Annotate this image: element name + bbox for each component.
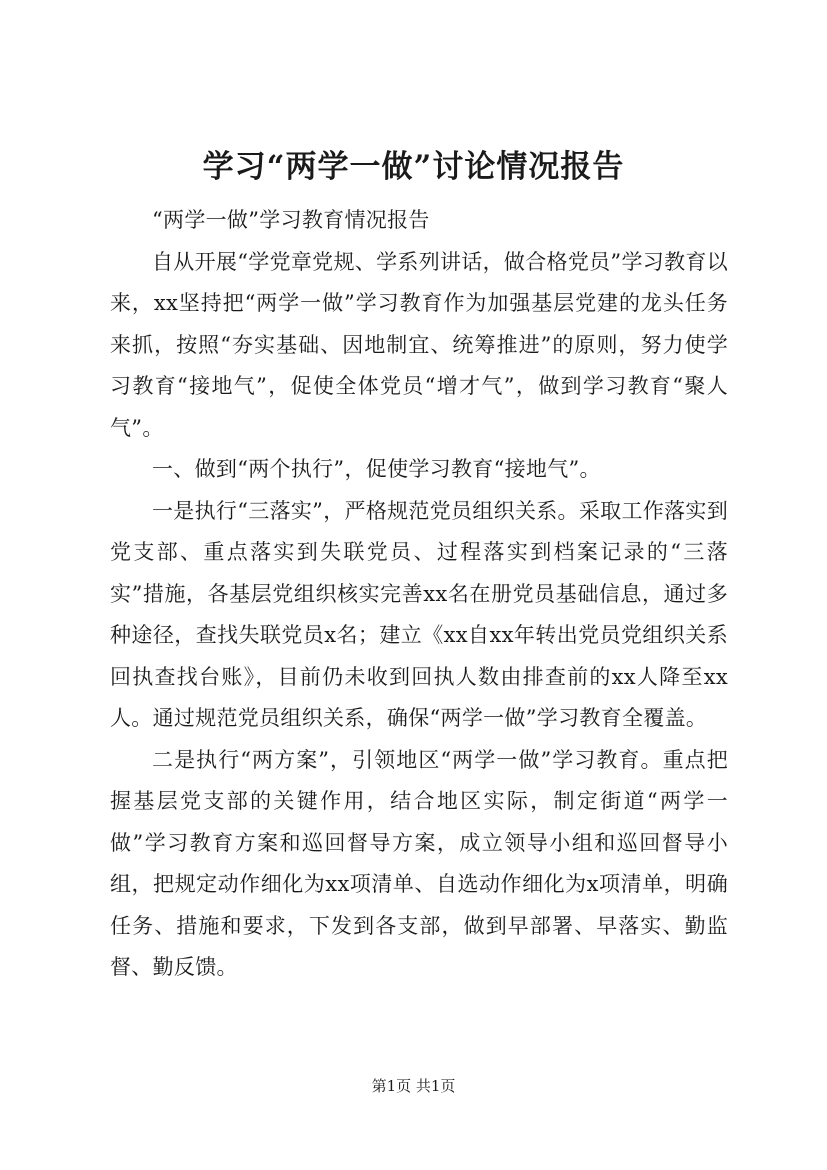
subtitle-paragraph: “两学一做”学习教育情况报告 <box>152 208 430 232</box>
page-title: 学习“两学一做”讨论情况报告 <box>202 149 625 185</box>
intro-paragraph: 自从开展“学党章党规、学系列讲话，做合格党员”学习教育以来，xx坚持把“两学一做”学习教育作为加强基层党建的龙头任务来抓，按照“夯实基础、因地制宜、统筹推进”的原则，努力使学习教育“接地气”，促使全体党员“增才气”，做到学习教育“聚人气”。 <box>110 249 728 440</box>
body-paragraph-2: 二是执行“两方案”，引领地区“两学一做”学习教育。重点把握基层党支部的关键作用，结合地区实际，制定街道“两学一做”学习教育方案和巡回督导方案，成立领导小组和巡回督导小组，把规定动作细化为xx项清单、自选动作细化为x项清单，明确任务、措施和要求，下发到各支部，做到早部署、早落实、勤监督、勤反馈。 <box>110 747 728 979</box>
section-heading: 一、做到“两个执行”，促使学习教育“接地气”。 <box>152 457 601 481</box>
document-body <box>110 200 728 989</box>
body-paragraph-1: 一是执行“三落实”，严格规范党员组织关系。采取工作落实到党支部、重点落实到失联党员、过程落实到档案记录的“三落实”措施，各基层党组织核实完善xx名在册党员基础信息，通过多种途径，查找失联党员x名；建立《xx自xx年转出党员党组织关系回执查找台账》，目前仍未收到回执人数由排查前的xx人降至xx人。通过规范党员组织关系，确保“两学一做”学习教育全覆盖。 <box>110 498 728 730</box>
page-footer: 第1页 共1页 <box>371 1077 456 1095</box>
